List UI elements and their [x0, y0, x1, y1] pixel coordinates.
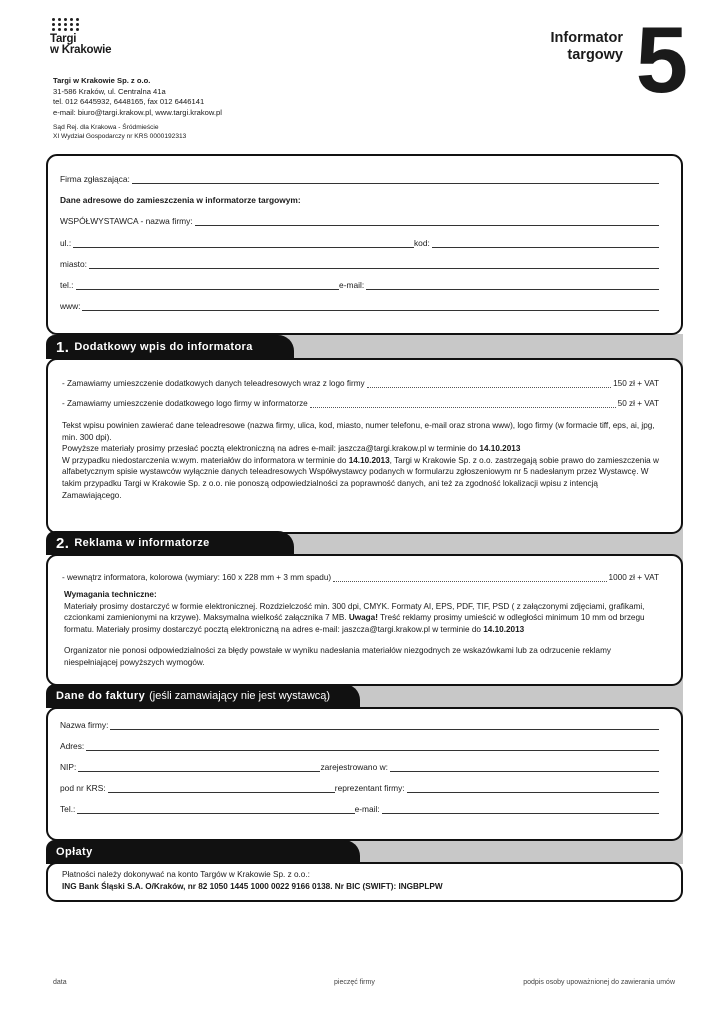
invoice-name-input[interactable]	[110, 722, 659, 730]
applicant-row	[60, 172, 659, 184]
company-court-1: Sąd Rej. dla Krakowa - Śródmieście	[53, 124, 159, 131]
section-1-item-1-label: - Zamawiamy umieszczenie dodatkowych danych teleadresowych wraz z logo firmy	[62, 379, 365, 388]
section-2-note: Organizator nie ponosi odpowiedzialności za błędy powstałe w wyniku nadesłania materiałów niezgodnych ze wskazówkami lub za odrzucenie reklamy niespełniającej powyższych wymogów.	[64, 646, 612, 667]
footer-stamp: pieczęć firmy	[334, 979, 375, 986]
city-label: miasto:	[60, 259, 87, 269]
company-name: Targi w Krakowie Sp. z o.o.	[53, 76, 151, 85]
doc-title-line-2: targowy	[567, 47, 623, 63]
invoice-krs-label: pod nr KRS:	[60, 783, 106, 793]
www-input[interactable]	[82, 303, 659, 311]
section-1-p1: Tekst wpisu powinien zawierać dane teleadresowe (nazwa firmy, ulica, kod, miasto, numer telefonu, e-mail oraz strona www), logo firmy (w formacie tiff, eps, ai, jpg, min. 300 dpi).	[62, 421, 655, 442]
footer-signature: podpis osoby upoważnionej do zawierania umów	[523, 979, 675, 986]
logo-line-2: w Krakowie	[50, 44, 112, 56]
email-input[interactable]	[366, 282, 659, 290]
invoice-email-label: e-mail:	[354, 804, 380, 814]
phone-label: tel.:	[60, 280, 74, 290]
invoice-krs-input[interactable]	[108, 785, 335, 793]
coexhibitor-label: WSPÓŁWYSTAWCA - nazwa firmy:	[60, 216, 193, 226]
street-input[interactable]	[73, 240, 414, 248]
payments-title: Opłaty	[56, 846, 93, 858]
company-info	[53, 76, 222, 141]
section-2-title: Reklama w informatorze	[74, 537, 210, 549]
invoice-name-row	[60, 718, 659, 730]
invoice-box	[46, 707, 683, 841]
section-1-item-2-label: - Zamawiamy umieszczenie dodatkowego logo firmy w informatorze	[62, 399, 308, 408]
section-1-title: Dodatkowy wpis do informatora	[74, 341, 253, 353]
footer-date: data	[53, 979, 67, 986]
invoice-address-row	[60, 739, 659, 751]
doc-title	[551, 30, 624, 64]
invoice-email-input[interactable]	[382, 806, 659, 814]
invoice-representative-label: reprezentant firmy:	[334, 783, 405, 793]
coexhibitor-input[interactable]	[195, 218, 659, 226]
invoice-subtitle: (jeśli zamawiający nie jest wystawcą)	[149, 690, 331, 702]
invoice-phone-input[interactable]	[77, 806, 354, 814]
address-heading-row	[60, 193, 659, 205]
address-box	[46, 154, 683, 335]
section-2-box	[46, 554, 683, 686]
invoice-phone-row	[60, 802, 659, 814]
section-2-tab	[46, 531, 294, 555]
street-row	[60, 236, 659, 248]
section-1-p2: Powyższe materiały prosimy przesłać pocztą elektroniczną na adres e-mail: jaszcza@targi.krakow.pl w terminie do 14.10.2013	[62, 444, 521, 454]
invoice-representative-input[interactable]	[407, 785, 659, 793]
invoice-title: Dane do faktury	[56, 690, 146, 702]
payments-box	[46, 862, 683, 902]
phone-input[interactable]	[76, 282, 340, 290]
form-number: 5	[635, 7, 688, 112]
www-row	[60, 299, 659, 311]
company-court-2: XI Wydział Gospodarczy nr KRS 0000192313	[53, 133, 187, 140]
invoice-krs-row	[60, 781, 659, 793]
company-address: 31-586 Kraków, ul. Centralna 41a	[53, 86, 166, 96]
street-label: ul.:	[60, 238, 72, 248]
requirements-text: Materiały prosimy dostarczyć w formie elektronicznej. Rozdzielczość min. 300 dpi, CMYK. Formaty AI, EPS, PDF, TIF, PSD ( z załączonymi zdjęciami, grafikami, czcionkami zamienionymi na krzywe). Maksymalna wielkość załącznika 7 MB. Uwaga! Treść reklamy prosimy umieścić w odległości minimum 10 mm od brzegu formatu. Materiały prosimy dostarczyć pocztą elektroniczną na adres e-mail: jaszcza@targi.krakow.pl w terminie do 14.10.2013	[64, 601, 645, 634]
phone-row	[60, 278, 659, 290]
section-1-item-2-price: 50 zł + VAT	[617, 399, 659, 408]
section-1-item-1-price: 150 zł + VAT	[613, 379, 659, 388]
section-1-item-1[interactable]	[62, 376, 659, 388]
postcode-label: kod:	[413, 238, 430, 248]
section-1-text	[62, 420, 659, 501]
invoice-registered-label: zarejestrowano w:	[320, 762, 388, 772]
invoice-phone-label: Tel.:	[60, 804, 76, 814]
section-2-requirements	[64, 589, 659, 635]
invoice-nip-input[interactable]	[78, 764, 320, 772]
payments-tab	[46, 840, 360, 864]
company-phones: tel. 012 6445932, 6448165, fax 012 6446141	[53, 97, 205, 106]
applicant-label: Firma zgłaszająca:	[60, 174, 130, 184]
logo	[50, 18, 111, 56]
invoice-address-input[interactable]	[86, 743, 659, 751]
coexhibitor-row	[60, 214, 659, 226]
invoice-registered-input[interactable]	[390, 764, 659, 772]
doc-title-line-1: Informator	[550, 30, 623, 46]
address-heading: Dane adresowe do zamieszczenia w informatorze targowym:	[60, 195, 301, 205]
section-2-item-label: - wewnątrz informatora, kolorowa (wymiary: 160 x 228 mm + 3 mm spadu)	[62, 573, 332, 582]
applicant-input[interactable]	[132, 176, 659, 184]
invoice-nip-label: NIP:	[60, 762, 77, 772]
email-label: e-mail:	[339, 280, 365, 290]
section-2-item-price: 1000 zł + VAT	[608, 573, 659, 582]
section-1-item-2[interactable]	[62, 396, 659, 408]
section-1-number: 1.	[56, 338, 70, 356]
invoice-nip-row	[60, 760, 659, 772]
www-label: www:	[60, 301, 81, 311]
invoice-address-label: Adres:	[60, 741, 85, 751]
requirements-heading: Wymagania techniczne:	[64, 590, 157, 599]
payments-line-2: ING Bank Śląski S.A. O/Kraków, nr 82 1050 1445 1000 0022 9166 0138. Nr BIC (SWIFT): INGBPLPW	[62, 882, 443, 891]
postcode-input[interactable]	[432, 240, 659, 248]
section-1-tab	[46, 335, 294, 359]
city-input[interactable]	[89, 261, 659, 269]
payments-line-1: Płatności należy dokonywać na konto Targów w Krakowie Sp. z o.o.:	[62, 870, 310, 879]
section-2-item[interactable]	[62, 570, 659, 582]
invoice-name-label: Nazwa firmy:	[60, 720, 109, 730]
logo-dots-icon	[52, 18, 111, 31]
company-email: e-mail: biuro@targi.krakow.pl, www.targi.krakow.pl	[53, 107, 222, 117]
section-1-p3: W przypadku niedostarczenia w.wym. materiałów do informatora w terminie do 14.10.2013, Targi w Krakowie Sp. z o.o. zastrzegają sobie prawo do zamieszczenia w alfabetycznym spisie wystawców wyłącznie danych teleadresowych Współwystawcy podanych w formularzu zgłoszeniowym nr 5 nadesłanym przez Wystawcę. W takim przypadku Targi w Krakowie Sp. z o.o. nie ponoszą odpowiedzialności za poprawność danych, ani też za zgodność lokalizacji wpisu z intencją Zamawiającego.	[62, 455, 659, 500]
section-1-box	[46, 358, 683, 534]
logo-line-1: Targi	[50, 33, 77, 45]
section-2-number: 2.	[56, 534, 70, 552]
city-row	[60, 257, 659, 269]
invoice-tab	[46, 684, 360, 708]
